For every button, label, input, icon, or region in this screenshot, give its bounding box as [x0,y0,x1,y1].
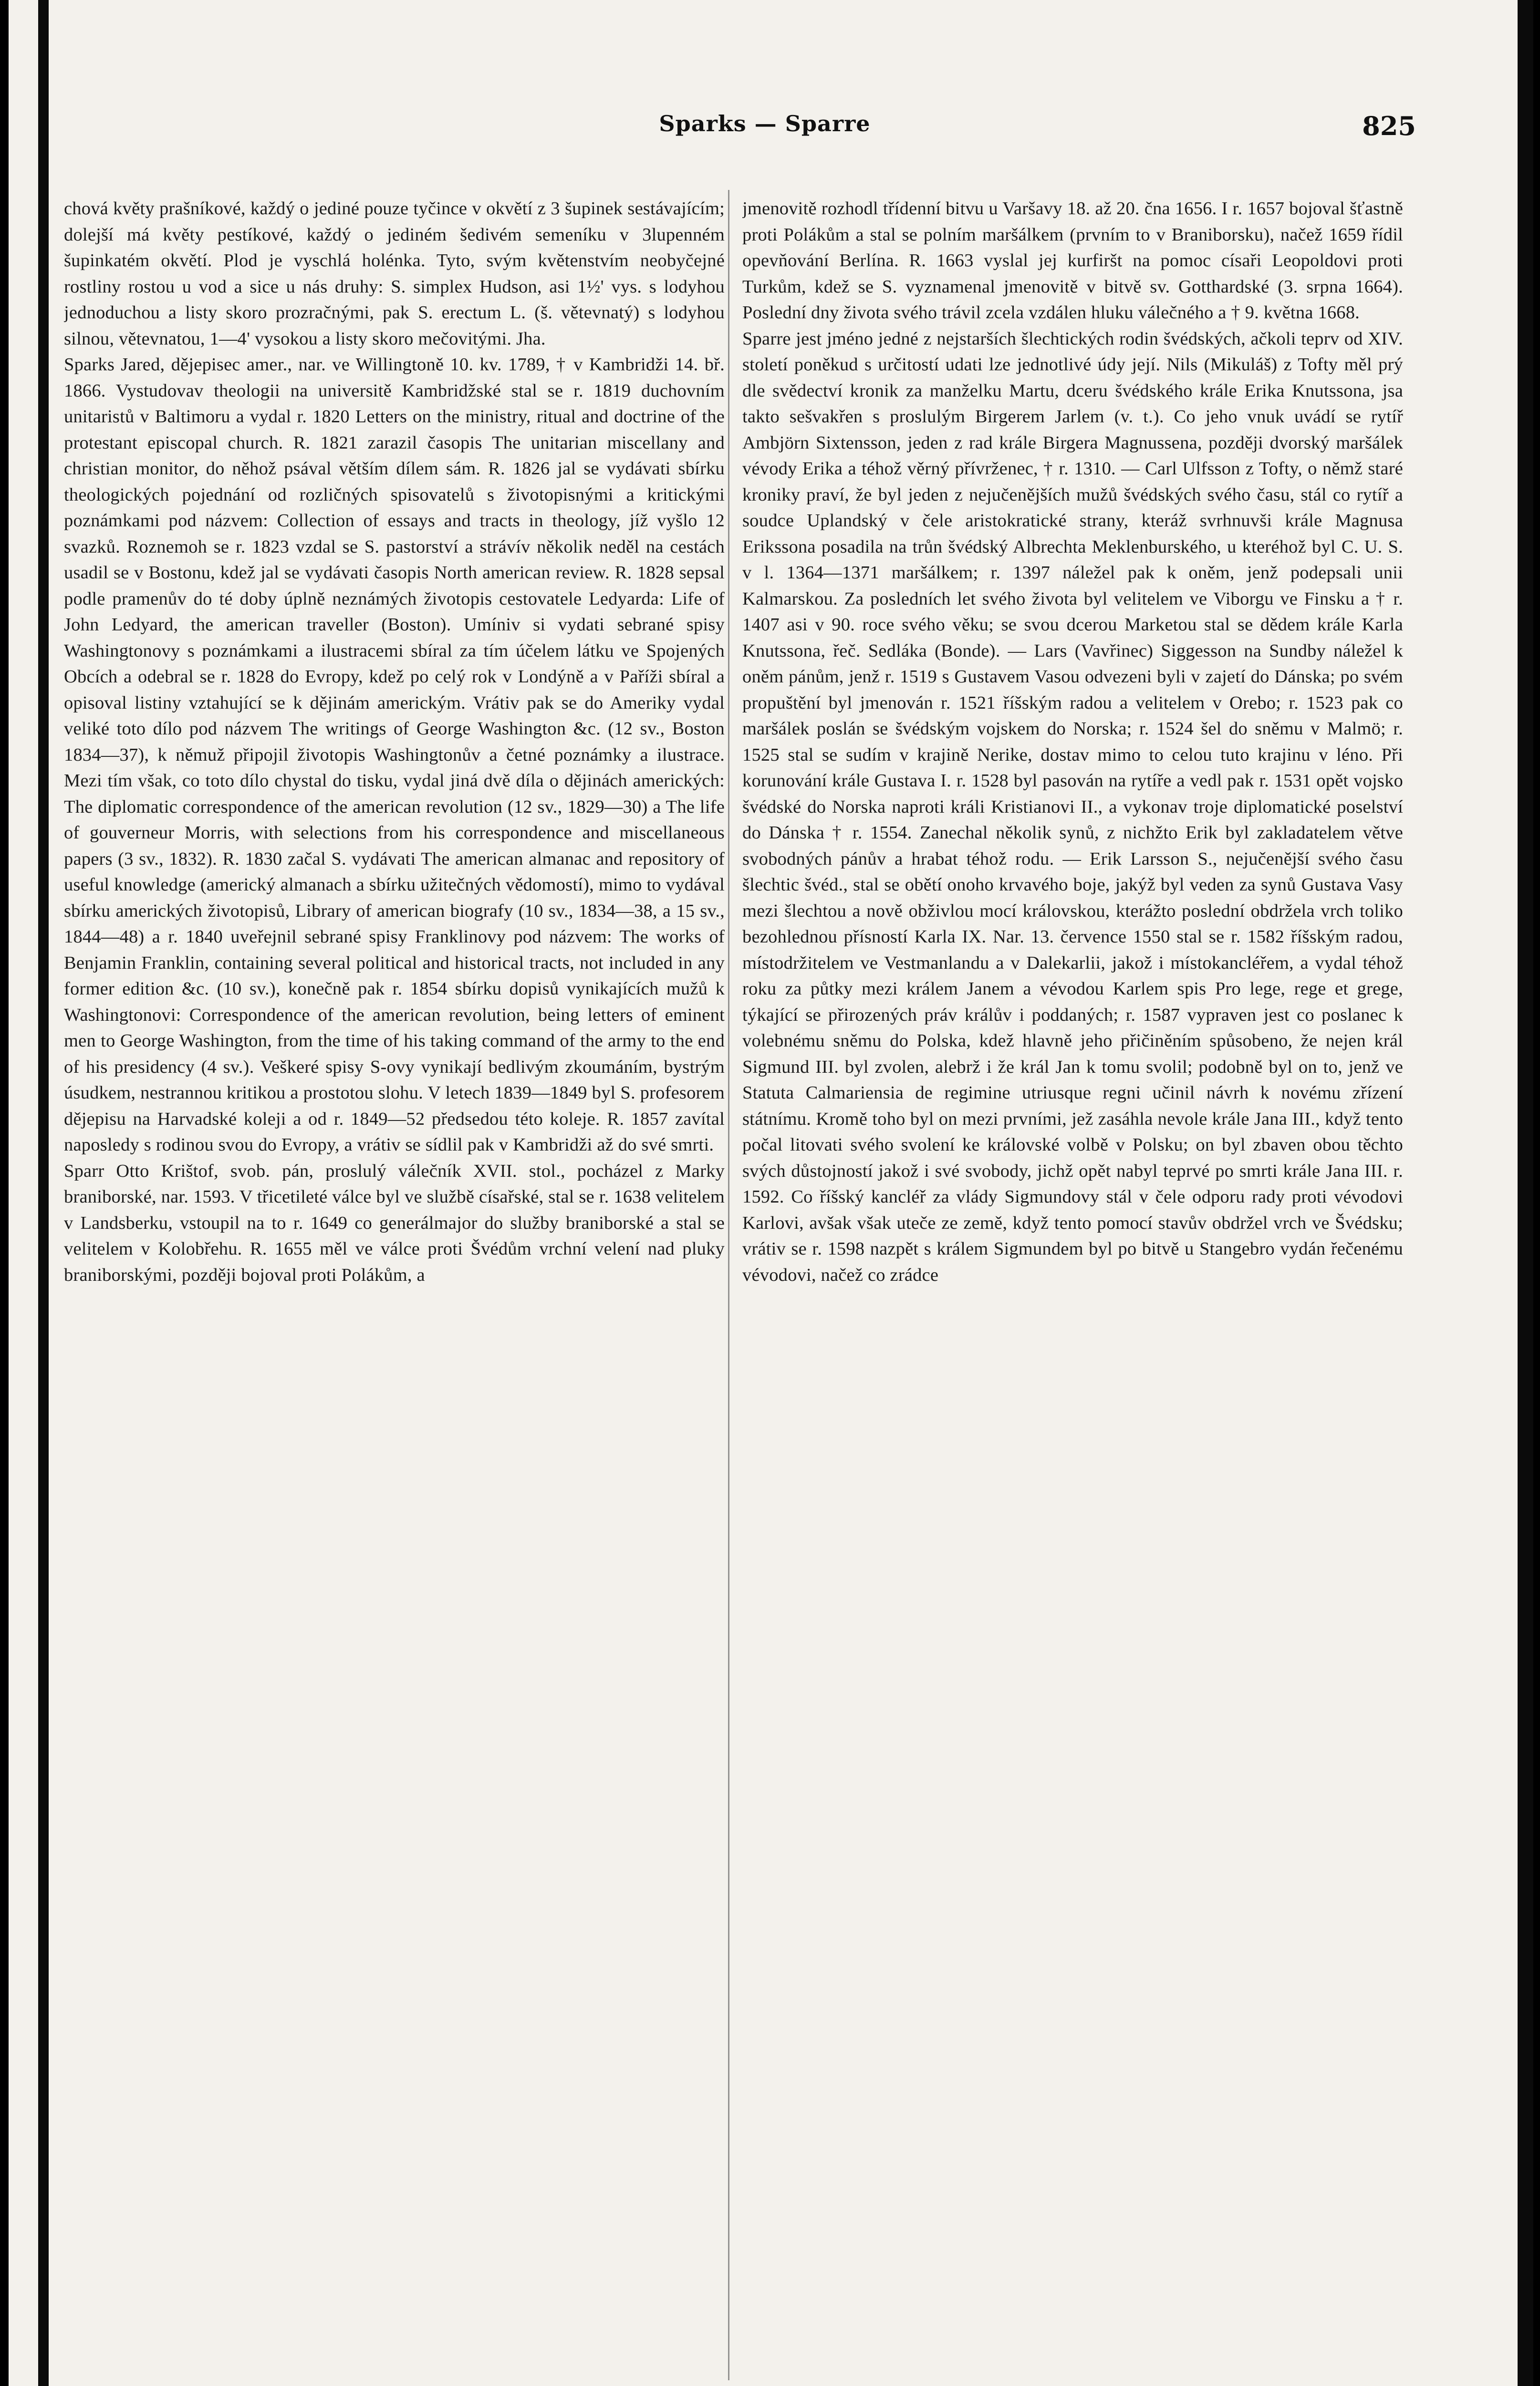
right-page-edge [1518,0,1533,2386]
paragraph-sparr-cont: jmenovitě rozhodl třídenní bitvu u Varšavy 18. až 20. čna 1656. I r. 1657 bojoval šťastně proti Polákům a stal se polním maršálkem (prvním to v Braniborsku), načež 1659 řídil opevňování Berlína. R. 1663 vyslal jej kurfiršt na pomoc císaři Leopoldovi proti Turkům, kdež se S. vyznamenal jmenovitě v bitvě sv. Gotthardské (3. srpna 1664). Poslední dny života svého trávil zcela vzdálen hluku válečného a † 9. května 1668. [742,199,1403,323]
paragraph-sparganium-cont: chová květy prašníkové, každý o jediné pouze tyčince v okvětí z 3 šupinek sestávajícím; dolejší má květy pestíkové, každý o jediném šedivém semeníku v 3lupenném šupinkatém okvětí. Plod je vyschlá holénka. Tyto, svým květenstvím neobyčejné rostliny rostou u vod a sice u nás druhy: S. simplex Hudson, asi 1½' vys. s lodyhou jednoduchou a listy skoro prozračnými, pak S. erectum L. (š. větevnatý) s lodyhou silnou, větevnatou, 1—4' vysokou a listy skoro mečovitými. Jha. [64,199,725,349]
entry-sparks: Sparks Jared, dějepisec amer., nar. ve Willingtoně 10. kv. 1789, † v Kambridži 14. bř. 1866. Vystudovav theologii na universitě Kambridžské stal se r. 1819 duchovním unitaristů v Baltimoru a vydal r. 1820 Letters on the ministry, ritual and doctrine of the protestant episcopal church. R. 1821 zarazil časopis The unitarian miscellany and christian monitor, do něhož psával větším dílem sám. R. 1826 jal se vydávati sbírku theologických pojednání od rozličných spisovatelů s životopisnými a kritickými poznámkami pod názvem: Collection of essays and tracts in theology, jíž vyšlo 12 svazků. Roznemoh se r. 1823 vzdal se S. pastorství a strávív několik neděl na cestách usadil se v Bostonu, kdež jal se vydávati časopis North american review. R. 1828 sepsal podle pramenův do té doby úplně neznámých životopis cestovatele Ledyarda: Life of John Ledyard, the american traveller (Boston). Umíniv si vydati sebrané spisy Washingtonovy s poznámkami a ilustracemi sbíral za tím účelem látku ve Spojených Obcích a odebral se r. 1828 do Evropy, kdež po celý rok v Londýně a v Paříži sbíral a opisoval listiny vztahující se k dějinám americkým. Vrátiv pak se do Ameriky vydal veliké toto dílo pod názvem The writings of George Washington &c. (12 sv., Boston 1834—37), k němuž připojil životopis Washingtonův a četné poznámky a ilustrace. Mezi tím však, co toto dílo chystal do tisku, vydal jiná dvě díla o dějinách amerických: The diplomatic correspondence of the american revolution (12 sv., 1829—30) a The life of gouverneur Morris, with selections from his correspondence and miscellaneous papers (3 sv., 1832). R. 1830 začal S. vydávati The american almanac and repository of useful knowledge (americký almanach a sbírku užitečných vědomostí), mimo to vydával sbírku amerických životopisů, Library of american biografy (10 sv., 1834—38, a 15 sv., 1844—48) a r. 1840 uveřejnil sebrané spisy Franklinovy pod názvem: The works of Benjamin Franklin, containing several political and historical tracts, not included in any former edition &c. (10 sv.), konečně pak r. 1854 sbírku dopisů vynikajících mužů k Washingtonovi: Correspondence of the american revolution, being letters of eminent men to George Washington, from the time of his taking command of the army to the end of his presidency (4 sv.). Veškeré spisy S-ovy vynikají bedlivým zkoumáním, bystrým úsudkem, nestrannou kritikou a prostotou slohu. V letech 1839—1849 byl S. profesorem dějepisu na Harvadské koleji a od r. 1849—52 předsedou této koleje. R. 1857 zavítal naposledy s rodinou svou do Evropy, a vrátiv se sídlil pak v Kambridži až do své smrti. [64,355,725,1155]
scanned-page [9,0,1533,2386]
page-number: 825 [1362,111,1416,141]
column-divider [728,190,729,2380]
right-column [742,196,1403,2376]
left-column [64,196,725,2376]
running-header: Sparks — Sparre [659,111,871,136]
entry-sparr: Sparr Otto Krištof, svob. pán, proslulý válečník XVII. stol., pocházel z Marky braniborské, nar. 1593. V třicetileté válce byl ve službě císařské, stal se r. 1638 velitelem v Landsberku, vstoupil na to r. 1649 co generálmajor do služby braniborské a stal se velitelem v Kolobřehu. R. 1655 měl ve válce proti Švédům vrchní velení nad pluky braniborskými, později bojoval proti Polákům, a [64,1161,725,1285]
left-page-edge [38,0,49,2386]
entry-sparre: Sparre jest jméno jedné z nejstarších šlechtických rodin švédských, ačkoli teprv od XIV. století poněkud s určitostí udati lze jednotlivé údy její. Nils (Mikuláš) z Tofty měl prý dle svědectví kronik za manželku Martu, dceru švédského krále Erika Knutssona, jsa takto sešvakřen s proslulým Birgerem Jarlem (v. t.). Co jeho vnuk uvádí se rytíř Ambjörn Sixtensson, jeden z rad krále Birgera Magnussena, později dvorský maršálek vévody Erika a téhož věrný přívrženec, † r. 1310. — Carl Ulfsson z Tofty, o němž staré kroniky praví, že byl jeden z nejučenějších mužů švédských svého času, stál co rytíř a soudce Uplandský v čele aristokratické strany, kteráž svrhnuvši krále Magnusa Erikssona posadila na trůn švédský Albrechta Meklenburského, u kteréhož byl C. U. S. v l. 1364—1371 maršálkem; r. 1397 náležel pak k oněm, jenž podepsali unii Kalmarskou. Za posledních let svého života byl velitelem ve Viborgu ve Finsku a † r. 1407 asi v 90. roce svého věku; se svou dcerou Marketou stal se dědem krále Karla Knutssona, řeč. Sedláka (Bonde). — Lars (Vavřinec) Siggesson na Sundby náležel k oněm pánům, jenž r. 1519 s Gustavem Vasou odvezeni byli v zajetí do Dánska; po svém propuštění byl jmenován r. 1521 říšským radou a velitelem v Orebo; r. 1523 pak co maršálek poslán se švédským vojskem do Norska; r. 1524 šel do sněmu v Malmö; r. 1525 stal se sudím v krajině Nerike, dostav mimo to celou tuto krajinu v léno. Při korunování krále Gustava I. r. 1528 byl pasován na rytíře a vedl pak r. 1531 opět vojsko švédské do Norska naproti králi Kristianovi II., a vykonav troje diplomatické poselství do Dánska † r. 1554. Zanechal několik synů, z nichžto Erik byl zakladatelem větve svobodných pánův a hrabat téhož rodu. — Erik Larsson S., nejučenější svého času šlechtic švéd., stal se obětí onoho krvavého boje, jakýž byl veden za synů Gustava Vasy mezi šlechtou a nově obživlou mocí královskou, kterážto poslední obdržela vrch toliko bezohlednou přísností Karla IX. Nar. 13. července 1550 stal se r. 1582 říšským radou, místodržitelem ve Vestmanlandu a v Dalekarlii, jakož i místokancléřem, a vydal téhož roku za půtky mezi králem Janem a vévodou Karlem spis Pro lege, rege et grege, týkající se přirozených práv králův i poddaných; r. 1587 vypraven jest co poslanec k volebnému sněmu do Polska, kdež hlavně jeho přičiněním spůsobeno, že nejen král Sigmund III. byl zvolen, alebrž i že král Jan k tomu svolil; podobně byl on to, jenž ve Statuta Calmariensia de regimine utriusque regni učinil návrh k novému zřízení státnímu. Kromě toho byl on mezi prvními, jež zasáhla nevole krále Jana III., když tento počal litovati svého svolení ke královské volbě v Polsku; on byl zbaven obou těchto svých důstojností jakož i své svobody, jichž opět nabyl teprvé po smrti krále Jana III. r. 1592. Co říšský kancléř za vlády Sigmundovy stál v čele odporu rady proti vévodovi Karlovi, avšak však uteče ze země, když tento pomocí stavův obdržel vrch ve Švédsku; vrátiv se r. 1598 nazpět s králem Sigmundem byl po bitvě u Stangebro vydán řečenému vévodovi, načež co zrádce [742,328,1403,1285]
